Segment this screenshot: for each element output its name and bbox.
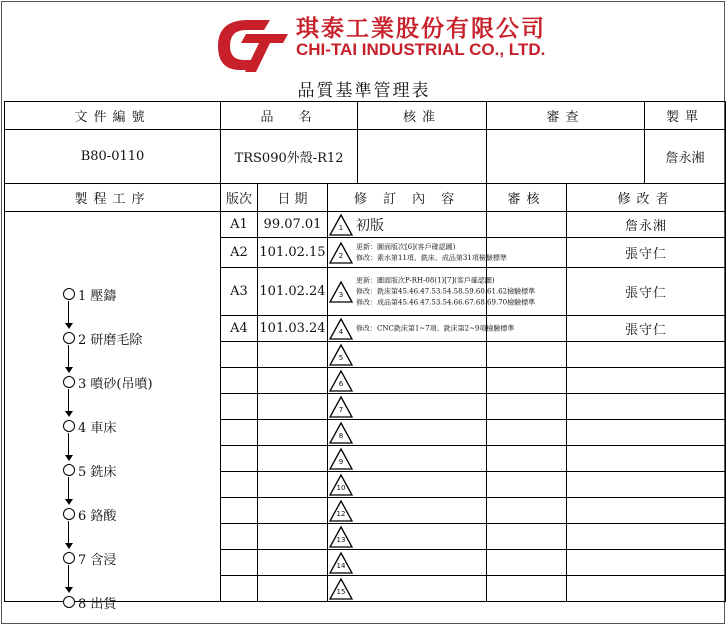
process-step-label: 4 車床 [78, 420, 117, 436]
document-header [0, 0, 728, 100]
date-cell [258, 446, 328, 472]
flow-connector [68, 389, 69, 411]
date-cell [258, 368, 328, 394]
flow-connector [68, 477, 69, 499]
audit-header: 審核 [487, 184, 567, 212]
date-cell [258, 472, 328, 498]
reviser-cell [567, 524, 726, 550]
flow-connector [68, 433, 69, 455]
version-cell [221, 498, 258, 524]
process-step [63, 549, 116, 567]
info-value-row [5, 130, 726, 184]
process-step [63, 285, 116, 303]
process-step-label: 6 鉻酸 [78, 508, 117, 524]
process-step-label: 3 噴砂(吊噴) [78, 376, 153, 392]
reviser-cell [567, 446, 726, 472]
process-step-label: 8 出貨 [78, 596, 117, 612]
reviser-cell [567, 420, 726, 446]
version-cell [221, 524, 258, 550]
revision-number: 13 [336, 535, 346, 544]
content-cell [328, 268, 536, 316]
audit-cell [487, 524, 567, 550]
content-cell [328, 342, 487, 368]
version-cell [221, 576, 258, 602]
circle-icon [63, 596, 75, 608]
content-cell [328, 524, 487, 550]
revision-number: 8 [338, 431, 344, 440]
process-flow [5, 212, 221, 612]
audit-cell [487, 420, 567, 446]
reviser-cell: 張守仁 [567, 268, 726, 316]
version-header: 版次 [221, 184, 258, 212]
date-cell [258, 498, 328, 524]
date-cell [258, 524, 328, 550]
product-header: 品 名 [221, 102, 358, 130]
flow-connector [68, 565, 69, 587]
reviser-cell: 詹永湘 [567, 212, 726, 238]
revision-number: 5 [338, 353, 344, 362]
reviser-cell [567, 472, 726, 498]
revision-number: 12 [336, 509, 346, 518]
company-name-cn: 琪泰工業股份有限公司 [296, 15, 546, 42]
content-header: 修 訂 內 容 [328, 184, 487, 212]
date-cell: 101.02.24 [258, 268, 328, 316]
reviser-cell [567, 394, 726, 420]
audit-cell [487, 394, 567, 420]
audit-cell [487, 472, 567, 498]
revision-number: 10 [336, 483, 346, 492]
date-header: 日 期 [258, 184, 328, 212]
audit-cell [487, 576, 567, 602]
version-cell: A2 [221, 238, 258, 268]
content-cell [328, 446, 487, 472]
audit-cell [487, 212, 567, 238]
company-name-en: CHI-TAI INDUSTRIAL CO., LTD. [296, 40, 546, 59]
version-cell [221, 550, 258, 576]
version-cell: A4 [221, 316, 258, 342]
version-cell: A3 [221, 268, 258, 316]
process-step-label: 5 銑床 [78, 464, 117, 480]
version-cell [221, 394, 258, 420]
content-cell [328, 238, 507, 268]
circle-icon [63, 376, 75, 388]
content-cell [328, 472, 487, 498]
process-step-label: 1 壓鑄 [78, 288, 117, 304]
process-step [63, 417, 116, 435]
revision-number: 3 [338, 290, 344, 299]
content-cell [328, 498, 487, 524]
process-step-label: 7 含浸 [78, 552, 117, 568]
revision-number: 2 [338, 251, 344, 260]
process-step [63, 505, 116, 523]
reviser-cell [567, 342, 726, 368]
reviser-cell [567, 576, 726, 602]
content-cell [328, 316, 515, 342]
circle-icon [63, 552, 75, 564]
flow-connector [68, 521, 69, 543]
process-step-label: 2 研磨毛除 [78, 332, 143, 348]
revision-number: 4 [338, 327, 344, 336]
content-cell [328, 212, 487, 238]
version-cell [221, 342, 258, 368]
revision-content-text: 更新：圖面版次[6](客戶確認圖) 修改：素水第11項、銑床、成品第31項檢驗標準 [356, 242, 507, 262]
version-cell [221, 420, 258, 446]
approve-value [358, 130, 487, 184]
revision-content-text: 更新：圖面版次P-RH-08(1)[7](客戶確認圖) 修改：銑床第45.46.47.53.54.58.59.60.61.62檢驗標準 修改：成品第45.46.47.53.54.66.67.68.69.70檢驗標準 [356, 276, 536, 306]
version-cell [221, 472, 258, 498]
audit-cell [487, 446, 567, 472]
revision-number: 14 [336, 561, 346, 570]
document-title: 品質基準管理表 [297, 81, 431, 101]
revision-number: 9 [338, 457, 344, 466]
date-cell [258, 576, 328, 602]
revision-content-text: 修改：CNC銑床第1~7項、銑床第2~9項檢驗標準 [356, 324, 515, 332]
made-by-header: 製單 [645, 102, 726, 130]
quality-standard-table [4, 101, 726, 612]
reviser-cell [567, 368, 726, 394]
revision-number: 1 [338, 223, 344, 232]
process-step [63, 593, 116, 611]
content-cell [328, 576, 487, 602]
date-cell: 99.07.01 [258, 212, 328, 238]
revision-header-row [5, 184, 726, 212]
reviser-cell: 張守仁 [567, 238, 726, 268]
date-cell [258, 420, 328, 446]
date-cell: 101.03.24 [258, 316, 328, 342]
review-value [487, 130, 645, 184]
process-step [63, 329, 142, 347]
date-cell [258, 394, 328, 420]
version-cell [221, 446, 258, 472]
version-cell: A1 [221, 212, 258, 238]
content-cell [328, 550, 487, 576]
doc-no-header: 文件編號 [5, 102, 221, 130]
made-by-value: 詹永湘 [645, 130, 726, 184]
company-logo [210, 12, 290, 74]
date-cell [258, 342, 328, 368]
circle-icon [63, 464, 75, 476]
product-value: TRS090外殼-R12 [221, 130, 358, 184]
revision-number: 6 [338, 379, 344, 388]
info-header-row [5, 102, 726, 130]
revision-rows [5, 212, 726, 612]
doc-no-value: B80-0110 [5, 130, 221, 184]
circle-icon [63, 332, 75, 344]
content-cell [328, 394, 487, 420]
content-cell [328, 368, 487, 394]
process-step [63, 373, 153, 391]
process-step [63, 461, 116, 479]
process-header: 製程工序 [5, 184, 221, 212]
circle-icon [63, 288, 75, 300]
revision-number: 15 [336, 587, 346, 596]
reviser-cell [567, 550, 726, 576]
content-cell [328, 420, 487, 446]
circle-icon [63, 508, 75, 520]
revision-number: 7 [338, 405, 344, 414]
review-header: 審查 [487, 102, 645, 130]
audit-cell [487, 498, 567, 524]
audit-cell [487, 550, 567, 576]
date-cell [258, 550, 328, 576]
circle-icon [63, 420, 75, 432]
audit-cell [487, 368, 567, 394]
version-cell [221, 368, 258, 394]
flow-connector [68, 345, 69, 367]
date-cell: 101.02.15 [258, 238, 328, 268]
reviser-cell: 張守仁 [567, 316, 726, 342]
reviser-header: 修改者 [567, 184, 726, 212]
revision-content-text: 初版 [356, 217, 384, 234]
reviser-cell [567, 498, 726, 524]
approve-header: 核准 [358, 102, 487, 130]
process-flow-cell [5, 212, 221, 612]
revision-row [5, 212, 726, 238]
audit-cell [487, 342, 567, 368]
flow-connector [68, 301, 69, 323]
